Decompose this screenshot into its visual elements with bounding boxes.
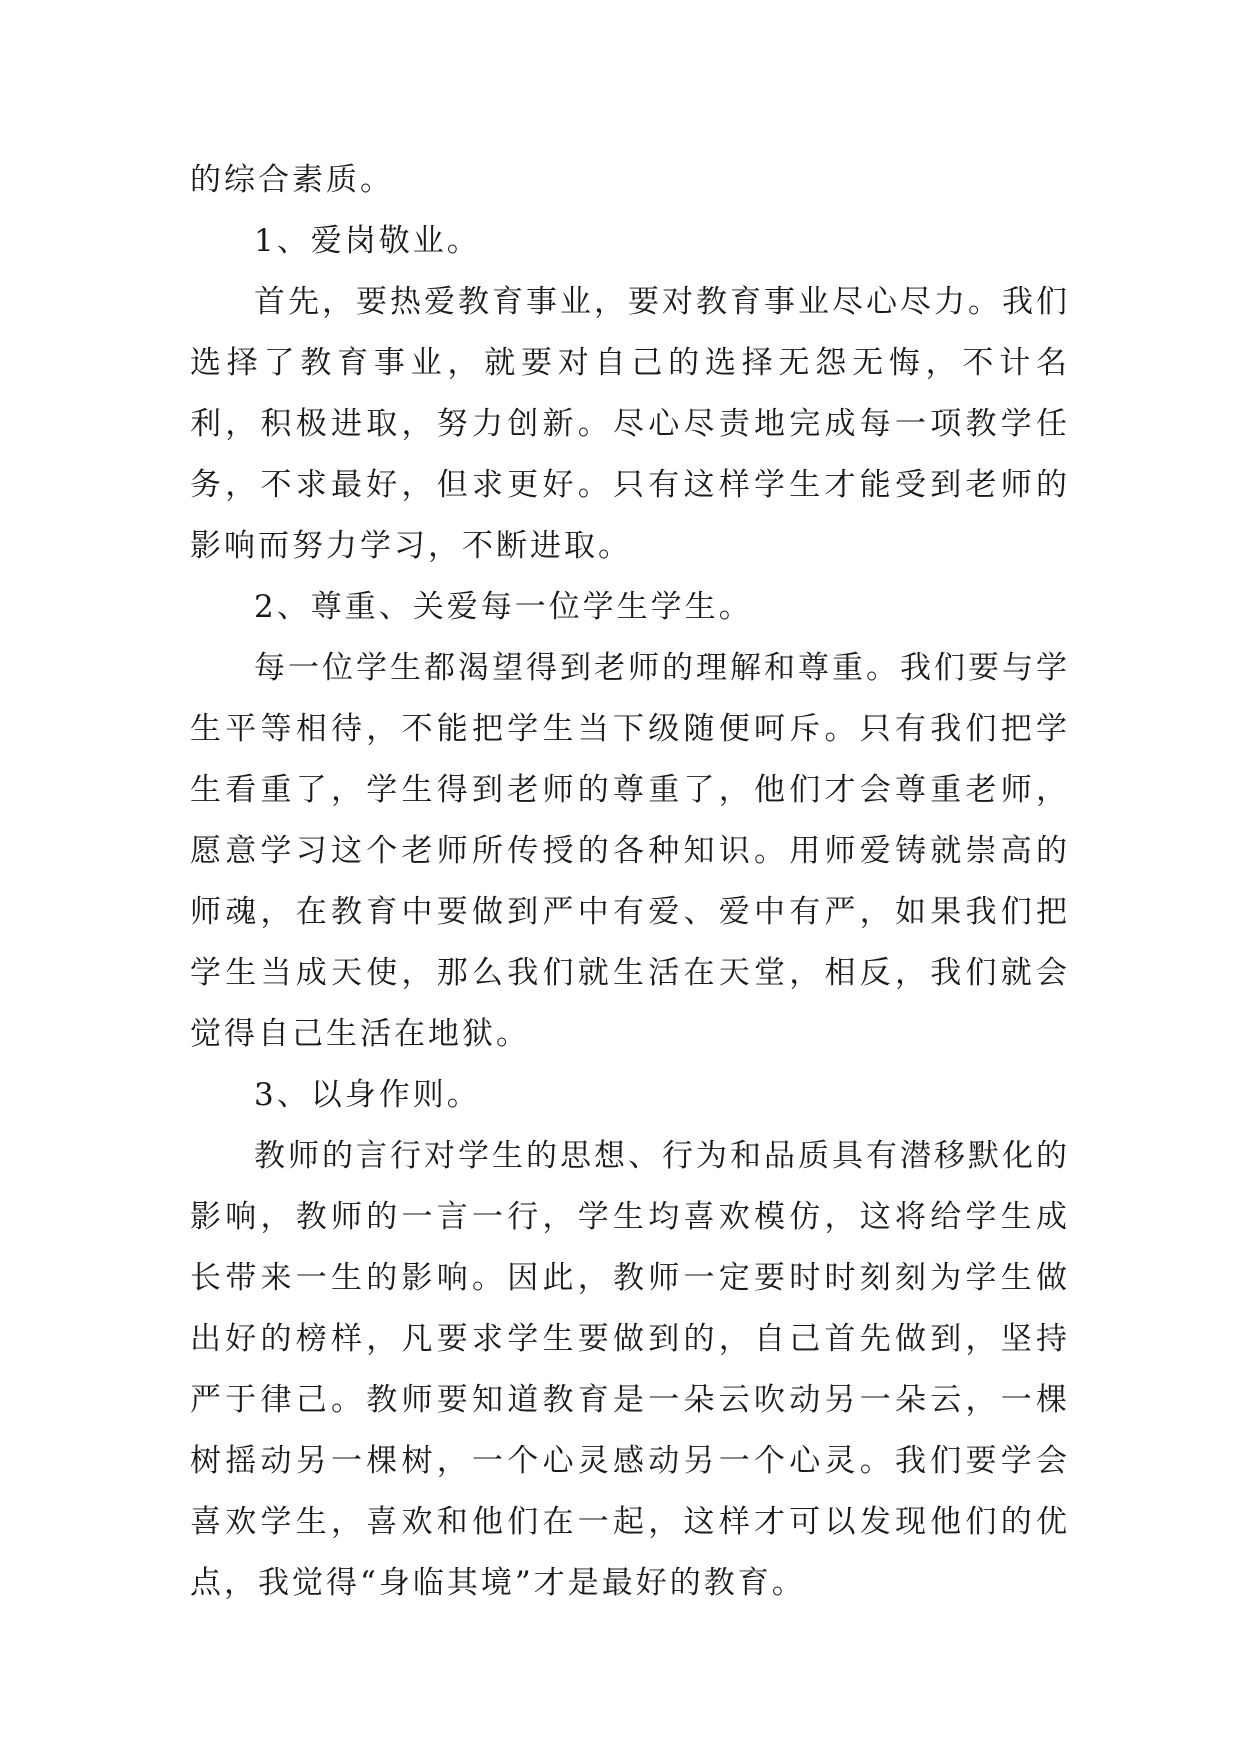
section-heading-1: 1、爱岗敬业。: [254, 223, 481, 259]
paragraph-2: 每一位学生都渴望得到老师的理解和尊重。我们要与学生平等相待，不能把学生当下级随便呵斥。只有我们把学生看重了，学生得到老师的尊重了，他们才会尊重老师，愿意学习这个老师所传授的各种知识。用师爱铸就崇高的师魂，在教育中要做到严中有爱、爱中有严，如果我们把学生当成天使，那么我们就生活在天堂，相反，我们就会觉得自己生活在地狱。: [190, 650, 1070, 1052]
section-heading-2: 2、尊重、关爱每一位学生学生。: [254, 589, 753, 625]
paragraph-continuation: 的综合素质。: [190, 162, 394, 198]
paragraph-3: 教师的言行对学生的思想、行为和品质具有潜移默化的影响，教师的一言一行，学生均喜欢模仿，这将给学生成长带来一生的影响。因此，教师一定要时时刻刻为学生做出好的榜样，凡要求学生要做到的，自己首先做到，坚持严于律己。教师要知道教育是一朵云吹动另一朵云，一棵树摇动另一棵树，一个心灵感动另一个心灵。我们要学会喜欢学生，喜欢和他们在一起，这样才可以发现他们的优点，我觉得“身临其境”才是最好的教育。: [190, 1138, 1070, 1601]
paragraph-1: 首先，要热爱教育事业，要对教育事业尽心尽力。我们选择了教育事业，就要对自己的选择无怨无悔，不计名利，积极进取，努力创新。尽心尽责地完成每一项教学任务，不求最好，但求更好。只有这样学生才能受到老师的影响而努力学习，不断进取。: [190, 284, 1070, 564]
document-body: [190, 150, 1070, 1614]
section-heading-3: 3、以身作则。: [254, 1077, 481, 1113]
